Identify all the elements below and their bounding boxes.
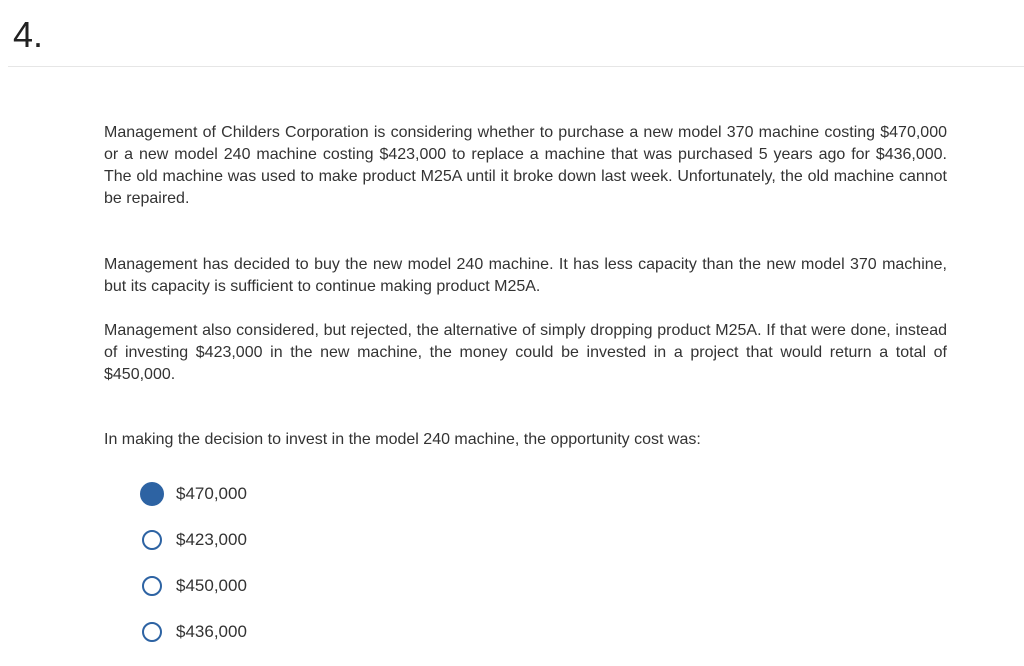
- answer-option-label: $423,000: [176, 530, 247, 549]
- radio-button[interactable]: [140, 482, 164, 506]
- radio-button[interactable]: [142, 530, 162, 550]
- question-paragraph-1: Management of Childers Corporation is considering whether to purchase a new model 370 machine costing $470,000 or a new model 240 machine costing $423,000 to replace a machine that was purchased 5 years ago for $436,000. The old machine was used to make product M25A until it broke down last week. Unfortunately, the old machine cannot be repaired.: [104, 124, 947, 207]
- answer-option-label: $436,000: [176, 622, 247, 641]
- answer-option-3[interactable]: [142, 573, 247, 599]
- divider: [8, 66, 1024, 67]
- answer-option-label: $470,000: [176, 484, 247, 503]
- answer-options: [142, 481, 247, 665]
- question-paragraph-2: Management has decided to buy the new model 240 machine. It has less capacity than the new model 370 machine, but its capacity is sufficient to continue making product M25A.: [104, 256, 947, 295]
- question-paragraph-3: Management also considered, but rejected, the alternative of simply dropping product M25A. If that were done, instead of investing $423,000 in the new machine, the money could be invested in a project that would return a total of $450,000.: [104, 322, 947, 383]
- answer-option-label: $450,000: [176, 576, 247, 595]
- radio-button[interactable]: [142, 576, 162, 596]
- answer-option-2[interactable]: [142, 527, 247, 553]
- answer-option-1[interactable]: [142, 481, 247, 507]
- question-body: [104, 122, 947, 451]
- question-number: 4.: [13, 14, 44, 55]
- answer-option-4[interactable]: [142, 619, 247, 645]
- question-prompt: In making the decision to invest in the model 240 machine, the opportunity cost was:: [104, 431, 701, 448]
- radio-button[interactable]: [142, 622, 162, 642]
